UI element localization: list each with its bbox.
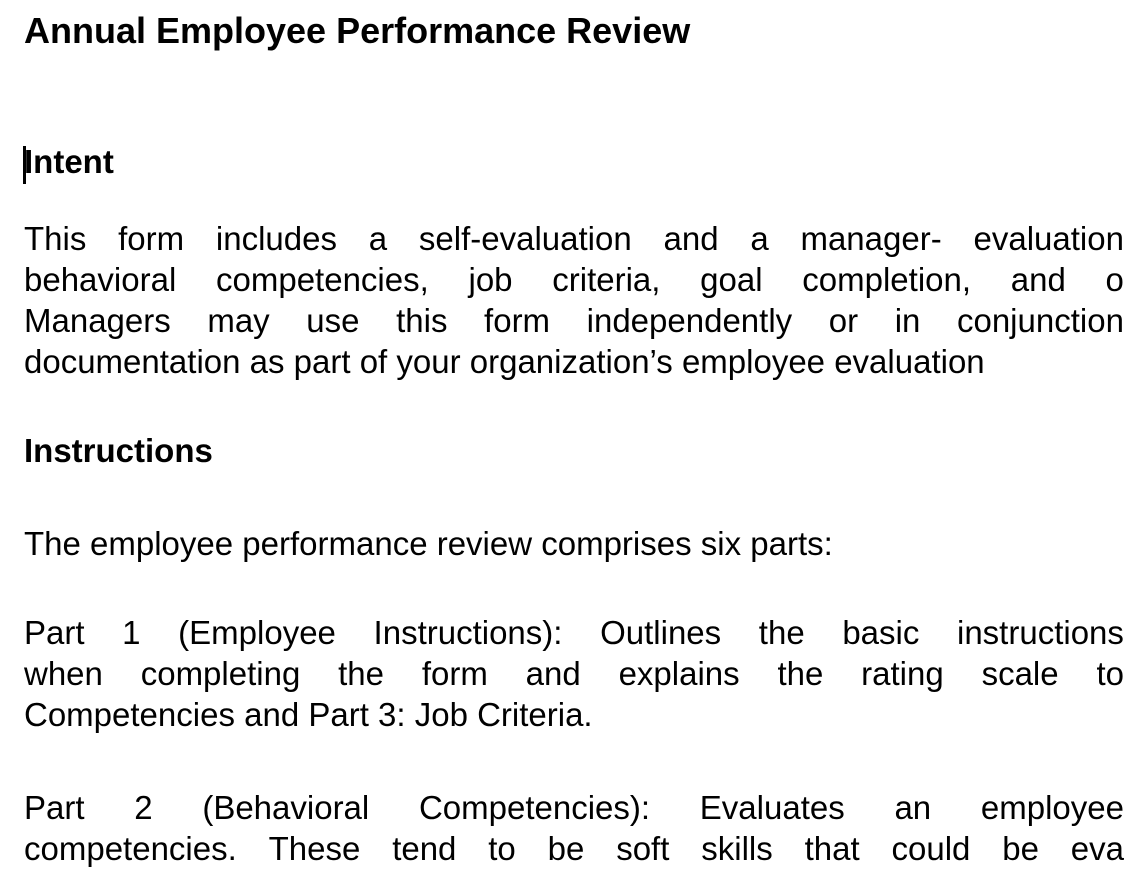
word: explains (618, 655, 740, 692)
word: to (488, 830, 516, 867)
intent-heading: Intent (24, 143, 114, 180)
word: manager- (800, 220, 942, 257)
word: be (547, 830, 585, 867)
word: criteria, (552, 261, 661, 298)
part1-paragraph (24, 612, 1124, 735)
word: skills (701, 830, 773, 867)
word: when (24, 655, 103, 692)
word: and (663, 220, 719, 257)
document-title: Annual Employee Performance Review (24, 10, 691, 51)
word: Outlines (600, 614, 722, 651)
word: completion, (802, 261, 972, 298)
part2-line-2 (24, 828, 1124, 869)
word: tend (392, 830, 457, 867)
word: (Employee (178, 614, 336, 651)
word: Part (24, 789, 85, 826)
word: This (24, 220, 87, 257)
intent-line-3 (24, 300, 1124, 341)
word: rating (861, 655, 944, 692)
word: Competencies): (418, 789, 651, 826)
word: this (396, 302, 448, 339)
part1-line-3: Competencies and Part 3: Job Criteria. (24, 696, 593, 733)
word: includes (215, 220, 337, 257)
word: These (268, 830, 361, 867)
word: scale (981, 655, 1059, 692)
word: and (525, 655, 581, 692)
word: self-evaluation (418, 220, 632, 257)
word: completing (140, 655, 301, 692)
instructions-heading: Instructions (24, 432, 213, 469)
word: 1 (122, 614, 141, 651)
word: behavioral (24, 261, 177, 298)
word: to (1096, 655, 1124, 692)
word: Instructions): (373, 614, 563, 651)
word: eva (1070, 830, 1124, 867)
word: a (750, 220, 769, 257)
word: competencies, (216, 261, 429, 298)
instructions-intro (24, 523, 833, 564)
word: 2 (134, 789, 153, 826)
word: an (894, 789, 932, 826)
word: and (1010, 261, 1066, 298)
part1-line-2 (24, 653, 1124, 694)
word: the (758, 614, 805, 651)
word: that (804, 830, 860, 867)
word: o (1105, 261, 1124, 298)
word: could (891, 830, 971, 867)
intent-line-2 (24, 259, 1124, 300)
word: form (484, 302, 551, 339)
word: may (207, 302, 270, 339)
part2-line-1 (24, 787, 1124, 828)
word: Evaluates (699, 789, 845, 826)
word: the (338, 655, 385, 692)
word: be (1002, 830, 1039, 867)
word: a (368, 220, 388, 257)
word: soft (616, 830, 670, 867)
word: use (306, 302, 360, 339)
part2-paragraph (24, 787, 1124, 869)
word: independently (586, 302, 793, 339)
word: form (421, 655, 488, 692)
word: form (118, 220, 185, 257)
instructions-intro-line: The employee performance review comprises six parts: (24, 525, 833, 562)
word: competencies. (24, 830, 237, 867)
word: instructions (957, 614, 1124, 651)
word: conjunction (956, 302, 1124, 339)
intent-line-4: documentation as part of your organization’s employee evaluation (24, 343, 985, 380)
intent-paragraph (24, 218, 1124, 382)
word: Part (24, 614, 85, 651)
word: the (777, 655, 824, 692)
word: Managers (24, 302, 171, 339)
word: evaluation (973, 220, 1124, 257)
word: or (828, 302, 859, 339)
word: job (468, 261, 513, 298)
word: in (894, 302, 921, 339)
word: basic (842, 614, 920, 651)
word: employee (980, 789, 1124, 826)
intent-line-1 (24, 218, 1124, 259)
part1-line-1 (24, 612, 1124, 653)
word: (Behavioral (202, 789, 370, 826)
word: goal (700, 261, 763, 298)
